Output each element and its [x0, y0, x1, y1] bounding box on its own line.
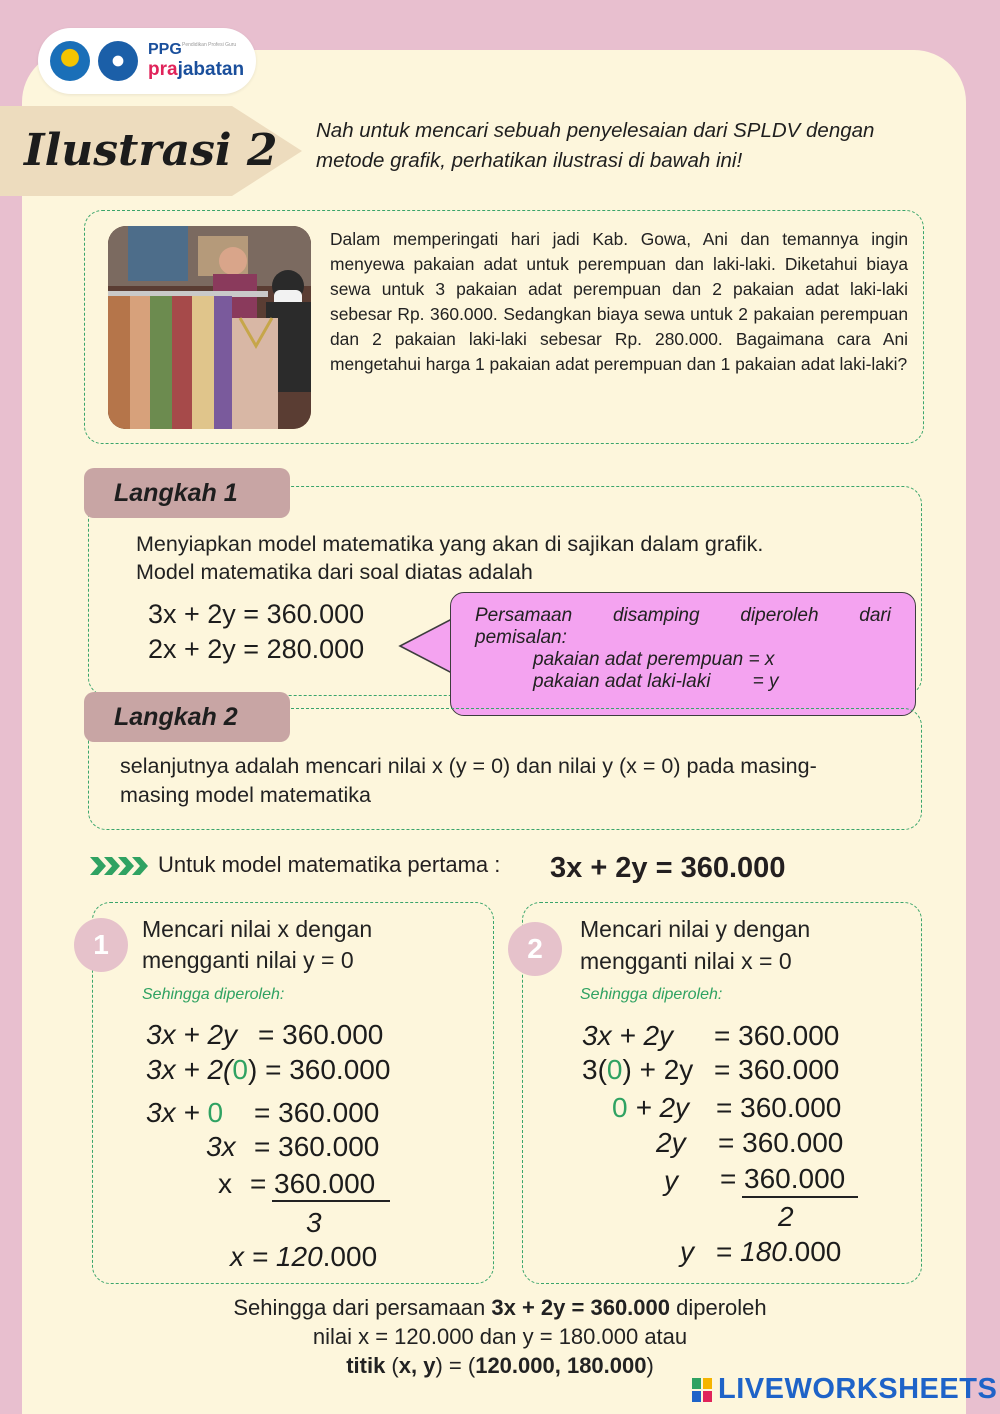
col2-sehingga: Sehingga diperoleh: [580, 986, 723, 1003]
col2-fraction-numerator: 360.000 [744, 1163, 846, 1194]
col1-row5-left: x [218, 1168, 232, 1199]
col1-row2: 3x + 2(0) = 360.000 [146, 1054, 391, 1085]
kemendikbud-logo [50, 41, 90, 81]
col2-row2-left: 3(0) + 2y [582, 1054, 694, 1085]
col2-row4-left: 2y [656, 1127, 686, 1158]
model-equation-2: 2x + 2y = 280.000 [148, 634, 365, 664]
col1-row4-right: = 360.000 [254, 1131, 380, 1162]
col2-row3-right: = 360.000 [716, 1092, 842, 1123]
col2-row5-eq: = [720, 1163, 737, 1194]
col1-row5-eq: = [250, 1168, 267, 1199]
col1-title-1: Mencari nilai x dengan [142, 916, 373, 942]
model-equation: 3x + 2y = 360.000 [550, 852, 786, 884]
col1-fraction-numerator: 360.000 [274, 1168, 376, 1199]
col1-result: x = 120.000 [230, 1241, 378, 1272]
story-text: Dalam memperingati hari jadi Kab. Gowa, Ani dan temannya ingin menyewa pakaian adat untuk perempuan dan laki-laki. Diketahui biaya sewa untuk 3 pakaian adat perempuan dan 2 pakaian adat laki-laki sebesar Rp. 360.000. Sedangkan biaya sewa untuk 2 pakaian perempuan dan 2 pakaian laki-laki sebesar Rp. 280.000. Bagaimana cara Ani mengetahui harga 1 pakaian adat perempuan dan 1 pakaian adat laki-laki? [330, 229, 908, 374]
note-line-4: pakaian adat laki-laki = y [533, 671, 779, 692]
logo-ppg-text: PPG [148, 41, 182, 58]
col2-row1-right: = 360.000 [714, 1020, 840, 1051]
col2-result-left: y [680, 1236, 694, 1267]
story-photo [108, 226, 311, 429]
col1-row1-left: 3x + 2y [146, 1019, 238, 1050]
col2-row1-left: 3x + 2y [582, 1020, 674, 1051]
col2-fraction-bar [742, 1196, 858, 1198]
note-line-3: pakaian adat perempuan = x [533, 649, 775, 670]
col2-row4-right: = 360.000 [718, 1127, 844, 1158]
col1-row3-left: 3x + 0 [146, 1097, 224, 1128]
assumption-note [450, 592, 916, 716]
model-label: Untuk model matematika pertama : [158, 852, 501, 877]
col2-row3-left: 0 + 2y [612, 1092, 690, 1123]
note-word-1: Persamaan [475, 605, 573, 626]
col2-result-right: = 180.000 [716, 1236, 842, 1267]
note-word-3: diperoleh [740, 605, 819, 626]
step1-line2: Model matematika dari soal diatas adalah [136, 560, 533, 584]
liveworksheets-watermark[interactable]: LIVEWORKSHEETS [718, 1373, 998, 1405]
col2-title-2: mengganti nilai x = 0 [580, 948, 792, 974]
col1-fraction-denominator: 3 [306, 1207, 322, 1238]
step2-label: Langkah 2 [84, 692, 290, 742]
model-equation-1: 3x + 2y = 360.000 [148, 599, 365, 629]
conclusion-line-1: Sehingga dari persamaan 3x + 2y = 360.000 diperoleh [233, 1295, 767, 1320]
step2-text: selanjutnya adalah mencari nilai x (y = 0) dan nilai y (x = 0) pada masing-masing model matematika [120, 754, 817, 807]
note-pointer-arrow [398, 617, 452, 675]
col2-row5-left: y [664, 1165, 678, 1196]
col2-fraction-denominator: 2 [778, 1201, 794, 1232]
col2-title-1: Mencari nilai y dengan [580, 916, 811, 942]
note-word-4: dari [859, 605, 891, 626]
col1-row1-right: = 360.000 [258, 1019, 384, 1050]
step-number-2: 2 [508, 922, 562, 976]
logo-bar [38, 28, 256, 94]
intro-text: Nah untuk mencari sebuah penyelesaian dari SPLDV dengan metode grafik, perhatikan ilustrasi di bawah ini! [316, 119, 875, 172]
note-line-2: pemisalan: [475, 627, 567, 648]
chevrons-icon [90, 855, 152, 877]
conclusion-line-3: titik (x, y) = (120.000, 180.000) [346, 1353, 654, 1378]
clothing-shop-illustration [108, 226, 311, 429]
conclusion-line-2: nilai x = 120.000 dan y = 180.000 atau [312, 1324, 688, 1349]
step1-label: Langkah 1 [84, 468, 290, 518]
col1-row4-left: 3x [206, 1131, 236, 1162]
logo-prajabatan: prajabatan [148, 59, 245, 80]
col1-fraction-bar [272, 1200, 390, 1202]
col2-row2-right: = 360.000 [714, 1054, 840, 1085]
page-title: Ilustrasi 2 [24, 125, 278, 176]
step-number-1: 1 [74, 918, 128, 972]
note-word-2: disamping [612, 605, 700, 626]
logo-small-text: Pendidikan Profesi Guru [182, 42, 237, 48]
col1-row3-right: = 360.000 [254, 1097, 380, 1128]
col1-title-2: mengganti nilai y = 0 [142, 947, 354, 973]
liveworksheets-icon [692, 1378, 712, 1402]
university-logo [98, 41, 138, 81]
col1-sehingga: Sehingga diperoleh: [142, 986, 285, 1003]
step1-line1: Menyiapkan model matematika yang akan di sajikan dalam grafik. [136, 532, 764, 556]
